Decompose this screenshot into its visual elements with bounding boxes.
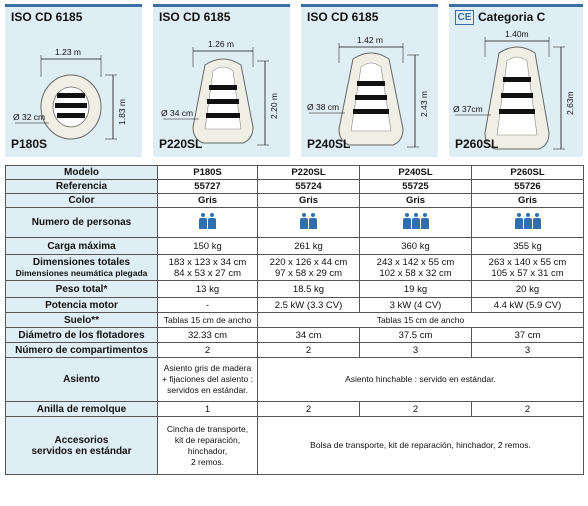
- cell: 355 kg: [472, 238, 584, 255]
- cell: 2: [258, 402, 360, 417]
- boat-diagram-p240sl: [301, 7, 438, 157]
- person-icon: [533, 213, 541, 229]
- row-referencia: [6, 180, 584, 194]
- spec-table: [5, 165, 584, 475]
- model-name: P180S: [11, 137, 48, 151]
- length-label: 2.63m: [565, 91, 575, 115]
- row-label: Numero de personas: [6, 208, 158, 238]
- cell: 2: [258, 343, 360, 358]
- row-accesorios: [6, 417, 584, 475]
- cell: 360 kg: [360, 238, 472, 255]
- cell: [158, 358, 258, 402]
- cell: 150 kg: [158, 238, 258, 255]
- row-label: Referencia: [6, 180, 158, 194]
- cell: 32.33 cm: [158, 328, 258, 343]
- cell: P220SL: [258, 166, 360, 180]
- model-name: P240SL: [307, 137, 351, 151]
- cell-line: 97 x 58 x 29 cm: [274, 267, 343, 279]
- cell-merged: Bolsa de transporte, kit de reparación, hinchador, 2 remos.: [258, 417, 584, 475]
- row-anilla: [6, 402, 584, 417]
- people-cell: [158, 208, 258, 238]
- cell: P260SL: [472, 166, 584, 180]
- row-label: Número de compartimentos: [6, 343, 158, 358]
- cell: 3 kW (4 CV): [360, 298, 472, 313]
- row-label: [6, 417, 158, 475]
- cell: Gris: [258, 194, 360, 208]
- length-label: 1.83 m: [117, 99, 127, 125]
- cell-line: 183 x 123 x 34 cm: [168, 256, 247, 268]
- iso-label: ISO CD 6185: [11, 10, 83, 24]
- cell: Gris: [472, 194, 584, 208]
- row-dimensiones: [6, 255, 584, 281]
- cell: 3: [472, 343, 584, 358]
- people-icons: [515, 213, 541, 229]
- people-icons: [199, 213, 216, 229]
- cell: 37 cm: [472, 328, 584, 343]
- people-icons: [300, 213, 317, 229]
- model-name: P220SL: [159, 137, 203, 151]
- cell: 2: [472, 402, 584, 417]
- cell: 55724: [258, 180, 360, 194]
- people-icons: [403, 213, 429, 229]
- row-label: Carga máxima: [6, 238, 158, 255]
- cell: Gris: [360, 194, 472, 208]
- cell-line: servidos en estándar.: [167, 385, 248, 395]
- cell-line: + fijaciones del asiento :: [162, 374, 253, 384]
- cell: 4.4 kW (5.9 CV): [472, 298, 584, 313]
- cell: [158, 255, 258, 281]
- row-label: Color: [6, 194, 158, 208]
- cell: [360, 255, 472, 281]
- category-label: [455, 10, 545, 25]
- cell-merged: Asiento hinchable : servido en estándar.: [258, 358, 584, 402]
- row-label: Asiento: [6, 358, 158, 402]
- cell: 55727: [158, 180, 258, 194]
- boat-diagram-p180s: [5, 7, 142, 157]
- diameter-label: Ø 34 cm: [161, 108, 194, 118]
- people-cell: [472, 208, 584, 238]
- width-label: 1.40m: [505, 29, 529, 39]
- person-icon: [300, 213, 308, 229]
- iso-label: ISO CD 6185: [159, 10, 231, 24]
- row-potencia: [6, 298, 584, 313]
- cell-line: hinchador,: [187, 445, 228, 456]
- cell: [472, 255, 584, 281]
- row-diametro: [6, 328, 584, 343]
- cell: 18.5 kg: [258, 281, 360, 298]
- cell: 2.5 kW (3.3 CV): [258, 298, 360, 313]
- width-label: 1.26 m: [208, 39, 234, 49]
- person-icon: [515, 213, 523, 229]
- cell: 13 kg: [158, 281, 258, 298]
- cell: 1: [158, 402, 258, 417]
- model-name: P260SL: [455, 137, 499, 151]
- row-personas: [6, 208, 584, 238]
- cell: 55725: [360, 180, 472, 194]
- label-line: Dimensiones neumática plegada: [15, 267, 148, 278]
- cell: P240SL: [360, 166, 472, 180]
- length-label: 2.20 m: [269, 93, 279, 119]
- row-label: [6, 255, 158, 281]
- cell: 55726: [472, 180, 584, 194]
- label-line: Dimensiones totales: [32, 256, 131, 268]
- diameter-label: Ø 38 cm: [307, 102, 340, 112]
- cell-line: 263 x 140 x 55 cm: [488, 256, 567, 268]
- row-label: Potencia motor: [6, 298, 158, 313]
- cell: 261 kg: [258, 238, 360, 255]
- cell-line: Asiento gris de madera: [163, 363, 252, 373]
- cell: 34 cm: [258, 328, 360, 343]
- row-label: Modelo: [6, 166, 158, 180]
- label-line: servidos en estándar: [31, 445, 132, 457]
- cell: 20 kg: [472, 281, 584, 298]
- people-cell: [258, 208, 360, 238]
- row-modelo: [6, 166, 584, 180]
- people-cell: [360, 208, 472, 238]
- cell: -: [158, 298, 258, 313]
- cell-line: Cincha de transporte,: [166, 423, 249, 434]
- cell-line: 220 x 126 x 44 cm: [269, 256, 348, 268]
- row-label: Anilla de remolque: [6, 402, 158, 417]
- diameter-label: Ø 32 cm: [13, 112, 46, 122]
- row-suelo: [6, 313, 584, 328]
- cell: 3: [360, 343, 472, 358]
- person-icon: [412, 213, 420, 229]
- cell-line: 243 x 142 x 55 cm: [376, 256, 455, 268]
- cell: 2: [158, 343, 258, 358]
- cell: 37.5 cm: [360, 328, 472, 343]
- length-label: 2.43 m: [419, 91, 429, 117]
- cell: 2: [360, 402, 472, 417]
- cell: P180S: [158, 166, 258, 180]
- cell-line: kit de reparación,: [174, 434, 241, 445]
- row-peso: [6, 281, 584, 298]
- person-icon: [403, 213, 411, 229]
- cell: 19 kg: [360, 281, 472, 298]
- row-color: [6, 194, 584, 208]
- cell-line: 105 x 57 x 31 cm: [491, 267, 564, 279]
- product-card-p240sl: [301, 4, 438, 157]
- ce-mark-icon: CE: [455, 10, 474, 25]
- width-label: 1.42 m: [357, 35, 383, 45]
- iso-label: ISO CD 6185: [307, 10, 379, 24]
- row-compartimentos: [6, 343, 584, 358]
- cell-merged: Tablas 15 cm de ancho: [258, 313, 584, 328]
- cell: Tablas 15 cm de ancho: [158, 313, 258, 328]
- row-label: Suelo**: [6, 313, 158, 328]
- person-icon: [421, 213, 429, 229]
- row-asiento: [6, 358, 584, 402]
- cell-line: 102 x 58 x 32 cm: [379, 267, 452, 279]
- boat-diagram-p260sl: [449, 7, 583, 157]
- diameter-label: Ø 37cm: [453, 104, 483, 114]
- row-label: Peso total*: [6, 281, 158, 298]
- person-icon: [309, 213, 317, 229]
- cell: [258, 255, 360, 281]
- row-carga: [6, 238, 584, 255]
- product-card-p260sl: [449, 4, 583, 157]
- boat-diagram-p220sl: [153, 7, 290, 157]
- person-icon: [208, 213, 216, 229]
- product-card-p220sl: [153, 4, 290, 157]
- cell: Gris: [158, 194, 258, 208]
- width-label: 1.23 m: [55, 47, 81, 57]
- row-label: Diámetro de los flotadores: [6, 328, 158, 343]
- cell-line: 84 x 53 x 27 cm: [173, 267, 242, 279]
- cell-line: 2 remos.: [190, 456, 225, 467]
- label-line: Accesorios: [54, 434, 109, 446]
- category-text: Categoria C: [478, 10, 546, 24]
- product-card-p180s: [5, 4, 142, 157]
- person-icon: [199, 213, 207, 229]
- person-icon: [524, 213, 532, 229]
- cell: [158, 417, 258, 475]
